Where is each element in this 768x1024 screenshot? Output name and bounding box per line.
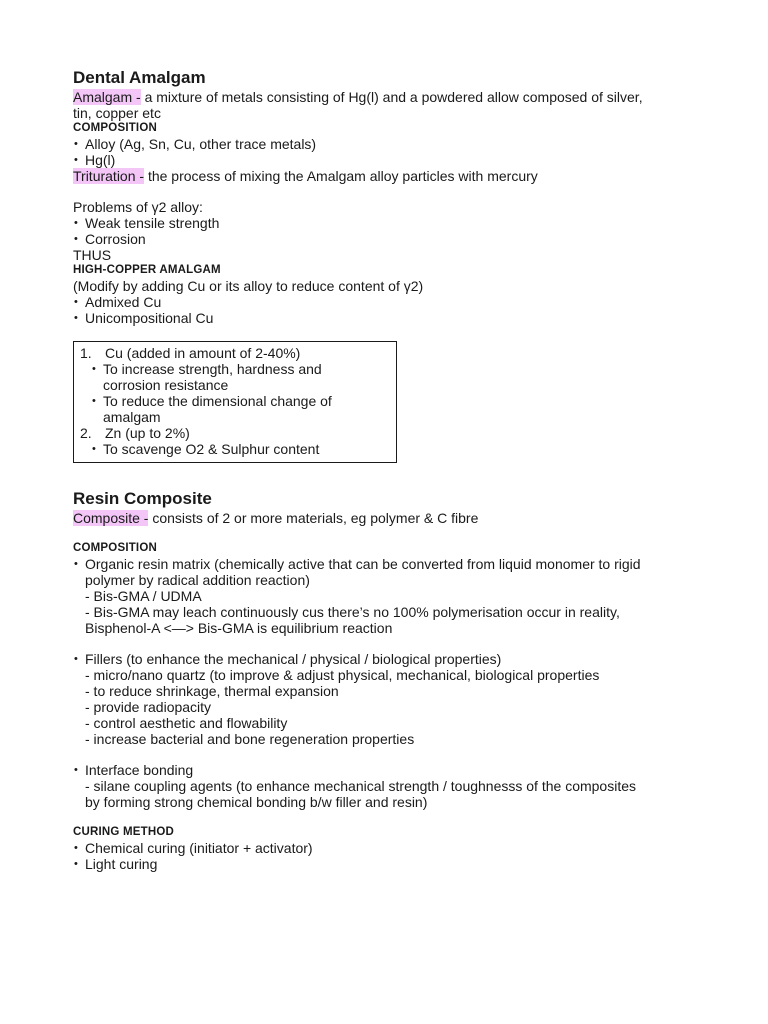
amalgam-composition-heading: COMPOSITION <box>73 122 157 134</box>
high-copper-heading: HIGH-COPPER AMALGAM <box>73 264 221 276</box>
composite-composition-heading: COMPOSITION <box>73 542 157 554</box>
numbered-item-2 <box>80 425 390 441</box>
trituration-text: the process of mixing the Amalgam alloy particles with mercury <box>144 168 538 184</box>
composite-def-text: consists of 2 or more materials, eg polymer & C fibre <box>148 510 479 526</box>
composite-definition <box>73 510 713 526</box>
item-number: 1. <box>80 345 92 361</box>
list-item: • Chemical curing (initiator + activator) <box>73 840 713 856</box>
list-item-continued: corrosion resistance <box>103 377 229 393</box>
amalgam-definition <box>73 89 713 105</box>
trituration-term: Trituration - <box>73 168 145 184</box>
amalgam-title: Dental Amalgam <box>73 68 206 87</box>
high-copper-text: (Modify by adding Cu or its alloy to reduce content of γ2) <box>73 278 424 294</box>
list-item: • Hg(l) <box>73 152 713 168</box>
list-item-continued: polymer by radical addition reaction) <box>85 572 310 588</box>
curing-heading: CURING METHOD <box>73 826 174 838</box>
sub-item: - Bis-GMA / UDMA <box>85 588 202 604</box>
sub-item: - increase bacterial and bone regeneration properties <box>85 731 415 747</box>
list-item: • Interface bonding <box>73 762 713 778</box>
list-item: • To increase strength, hardness and <box>91 361 390 377</box>
problems-heading: Problems of γ2 alloy: <box>73 199 203 215</box>
document-page <box>73 68 713 872</box>
list-item: • Admixed Cu <box>73 294 713 310</box>
list-item: • Weak tensile strength <box>73 215 713 231</box>
list-item: • Alloy (Ag, Sn, Cu, other trace metals) <box>73 136 713 152</box>
amalgam-term: Amalgam - <box>73 89 141 105</box>
thus-label: THUS <box>73 247 112 263</box>
composite-title: Resin Composite <box>73 489 212 508</box>
list-item-continued: amalgam <box>103 409 161 425</box>
trituration-definition <box>73 168 713 184</box>
amalgam-def-text: a mixture of metals consisting of Hg(l) and a powdered allow composed of silver, <box>140 89 643 105</box>
item-number: 2. <box>80 425 92 441</box>
list-item: • To scavenge O2 & Sulphur content <box>91 441 390 457</box>
list-item: • Corrosion <box>73 231 713 247</box>
sub-item: - micro/nano quartz (to improve & adjust physical, mechanical, biological properties <box>85 667 600 683</box>
list-item: • Fillers (to enhance the mechanical / physical / biological properties) <box>73 651 713 667</box>
item-text: Cu (added in amount of 2-40%) <box>105 345 301 361</box>
sub-item: - provide radiopacity <box>85 699 212 715</box>
list-item: • Organic resin matrix (chemically active that can be converted from liquid monomer to rigid <box>73 556 713 572</box>
list-item: • Light curing <box>73 856 713 872</box>
item-text: Zn (up to 2%) <box>105 425 190 441</box>
list-item: • To reduce the dimensional change of <box>91 393 390 409</box>
sub-item: - silane coupling agents (to enhance mechanical strength / toughnesss of the composites <box>85 778 636 794</box>
sub-item-continued: Bisphenol-A <—> Bis-GMA is equilibrium reaction <box>85 620 393 636</box>
sub-item: - Bis-GMA may leach continuously cus there’s no 100% polymerisation occur in reality, <box>85 604 620 620</box>
numbered-item-1 <box>80 345 390 361</box>
composite-term: Composite - <box>73 510 149 526</box>
additives-box <box>73 341 397 463</box>
sub-item-continued: by forming strong chemical bonding b/w filler and resin) <box>85 794 428 810</box>
sub-item: - control aesthetic and flowability <box>85 715 288 731</box>
list-item: • Unicompositional Cu <box>73 310 713 326</box>
sub-item: - to reduce shrinkage, thermal expansion <box>85 683 339 699</box>
amalgam-def-continued: tin, copper etc <box>73 105 161 121</box>
